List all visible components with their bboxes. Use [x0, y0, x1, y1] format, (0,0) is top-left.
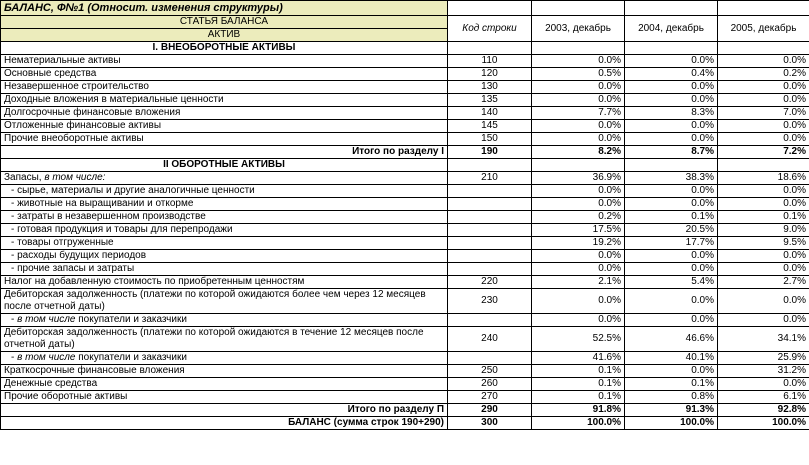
value-2005[interactable]: 9.0%	[718, 224, 809, 237]
value-2005[interactable]: 7.0%	[718, 107, 809, 120]
value-2005[interactable]: 0.0%	[718, 185, 809, 198]
table-row	[1, 55, 809, 68]
sec1-rows	[1, 55, 809, 146]
cell[interactable]	[532, 159, 625, 172]
value-2005[interactable]: 6.1%	[718, 391, 809, 404]
row-label[interactable]: - животные на выращивании и откорме	[1, 198, 448, 211]
value-2005[interactable]: 0.0%	[718, 133, 809, 146]
cell[interactable]	[448, 42, 532, 55]
value-2005[interactable]: 0.2%	[718, 68, 809, 81]
value-2005[interactable]: 7.2%	[718, 146, 809, 159]
cell[interactable]	[718, 42, 809, 55]
row-code[interactable]	[448, 314, 532, 327]
row-label[interactable]: Денежные средства	[1, 378, 448, 391]
zapasy-sub-rows	[1, 185, 809, 276]
table-row	[1, 185, 809, 198]
row-code[interactable]	[448, 237, 532, 250]
row-code[interactable]: 290	[448, 404, 532, 417]
table-row	[1, 314, 809, 327]
value-2003[interactable]: 0.1%	[532, 391, 625, 404]
value-2005[interactable]: 0.0%	[718, 378, 809, 391]
row-label[interactable]: Нематериальные активы	[1, 55, 448, 68]
value-2005[interactable]: 25.9%	[718, 352, 809, 365]
value-2005[interactable]: 0.0%	[718, 263, 809, 276]
cell[interactable]	[532, 42, 625, 55]
value-2003[interactable]: 8.2%	[532, 146, 625, 159]
row-code[interactable]	[448, 211, 532, 224]
value-2005[interactable]: 0.0%	[718, 250, 809, 263]
section-row	[1, 42, 809, 55]
table-row	[1, 289, 809, 314]
row-label[interactable]: - сырье, материалы и другие аналогичные ценности	[1, 185, 448, 198]
value-2005[interactable]: 0.0%	[718, 289, 809, 314]
value-2003[interactable]: 36.9%	[532, 172, 625, 185]
row-label[interactable]: Дебиторская задолженность (платежи по которой ожидаются в течение 12 месяцев после отчетной даты)	[1, 327, 448, 352]
value-2005[interactable]: 0.0%	[718, 81, 809, 94]
value-2004[interactable]: 20.5%	[625, 224, 718, 237]
row-label-em: в том числе:	[44, 172, 106, 183]
value-2004[interactable]: 0.0%	[625, 263, 718, 276]
total-row	[1, 404, 809, 417]
value-2004[interactable]: 38.3%	[625, 172, 718, 185]
value-2005[interactable]: 0.1%	[718, 211, 809, 224]
value-2005[interactable]: 0.0%	[718, 55, 809, 68]
table-row	[1, 224, 809, 237]
value-2003[interactable]: 7.7%	[532, 107, 625, 120]
value-2005[interactable]: 92.8%	[718, 404, 809, 417]
table-row	[1, 211, 809, 224]
value-2004[interactable]: 0.0%	[625, 133, 718, 146]
value-2003[interactable]: 0.2%	[532, 211, 625, 224]
value-2003[interactable]: 0.0%	[532, 289, 625, 314]
value-2003[interactable]: 0.0%	[532, 81, 625, 94]
sheet-title[interactable]: БАЛАНС, Ф№1 (Относит. изменения структуры)	[1, 1, 448, 16]
value-2004[interactable]: 0.0%	[625, 81, 718, 94]
value-2003[interactable]: 0.0%	[532, 120, 625, 133]
value-2004[interactable]: 0.0%	[625, 185, 718, 198]
value-2005[interactable]: 0.0%	[718, 94, 809, 107]
value-2004[interactable]: 17.7%	[625, 237, 718, 250]
row-label[interactable]: Дебиторская задолженность (платежи по которой ожидаются более чем через 12 месяцев после отчетной даты)	[1, 289, 448, 314]
value-2003[interactable]: 0.0%	[532, 263, 625, 276]
value-2004[interactable]: 0.1%	[625, 378, 718, 391]
row-label-text: покупатели и заказчики	[75, 352, 187, 363]
value-2004[interactable]: 8.3%	[625, 107, 718, 120]
value-2003[interactable]: 0.1%	[532, 365, 625, 378]
row-code[interactable]: 210	[448, 172, 532, 185]
table-row	[1, 120, 809, 133]
header-2004[interactable]: 2004, декабрь	[625, 16, 718, 42]
value-2003[interactable]: 41.6%	[532, 352, 625, 365]
row-label[interactable]: - прочие запасы и затраты	[1, 263, 448, 276]
row-code[interactable]: 145	[448, 120, 532, 133]
row-label[interactable]: Налог на добавленную стоимость по приобретенным ценностям	[1, 276, 448, 289]
row-code[interactable]: 230	[448, 289, 532, 314]
header-code[interactable]: Код строки	[448, 16, 532, 42]
value-2003[interactable]: 0.0%	[532, 94, 625, 107]
row-label-text: покупатели и заказчики	[75, 314, 187, 325]
row-label[interactable]	[1, 172, 448, 185]
table-row	[1, 263, 809, 276]
row-label[interactable]: Долгосрочные финансовые вложения	[1, 107, 448, 120]
value-2004[interactable]: 5.4%	[625, 276, 718, 289]
row-label[interactable]: Отложенные финансовые активы	[1, 120, 448, 133]
table-row	[1, 237, 809, 250]
row-label[interactable]: Прочие внеоборотные активы	[1, 133, 448, 146]
value-2004[interactable]: 0.1%	[625, 211, 718, 224]
total-row	[1, 146, 809, 159]
row-code[interactable]: 250	[448, 365, 532, 378]
value-2005[interactable]: 0.0%	[718, 198, 809, 211]
section-title[interactable]: I. ВНЕОБОРОТНЫЕ АКТИВЫ	[1, 42, 448, 55]
value-2005[interactable]: 34.1%	[718, 327, 809, 352]
cell[interactable]	[448, 159, 532, 172]
value-2003[interactable]: 91.8%	[532, 404, 625, 417]
value-2004[interactable]: 0.0%	[625, 55, 718, 68]
row-label[interactable]: - готовая продукция и товары для перепродажи	[1, 224, 448, 237]
value-2003[interactable]: 19.2%	[532, 237, 625, 250]
value-2004[interactable]: 40.1%	[625, 352, 718, 365]
row-code[interactable]	[448, 263, 532, 276]
row-label[interactable]: Краткосрочные финансовые вложения	[1, 365, 448, 378]
table-row	[1, 198, 809, 211]
table-row	[1, 250, 809, 263]
table-row	[1, 352, 809, 365]
cell[interactable]	[718, 159, 809, 172]
value-2004[interactable]: 0.0%	[625, 314, 718, 327]
cell[interactable]	[532, 1, 625, 16]
table-row	[1, 68, 809, 81]
row-code[interactable]: 120	[448, 68, 532, 81]
value-2003[interactable]: 0.1%	[532, 378, 625, 391]
value-2005[interactable]: 18.6%	[718, 172, 809, 185]
row-label[interactable]: БАЛАНС (сумма строк 190+290)	[1, 417, 448, 430]
row-code[interactable]: 260	[448, 378, 532, 391]
row-code[interactable]	[448, 185, 532, 198]
row-code[interactable]: 220	[448, 276, 532, 289]
row-label[interactable]: - затраты в незавершенном производстве	[1, 211, 448, 224]
value-2003[interactable]: 17.5%	[532, 224, 625, 237]
row-label-prefix: -	[11, 352, 18, 363]
table-row	[1, 107, 809, 120]
value-2004[interactable]: 8.7%	[625, 146, 718, 159]
header-row	[1, 16, 809, 29]
table-row	[1, 133, 809, 146]
value-2005[interactable]: 2.7%	[718, 276, 809, 289]
table-row	[1, 276, 809, 289]
row-label[interactable]: Основные средства	[1, 68, 448, 81]
row-label[interactable]: Доходные вложения в материальные ценности	[1, 94, 448, 107]
value-2004[interactable]: 0.0%	[625, 94, 718, 107]
value-2003[interactable]: 0.0%	[532, 55, 625, 68]
row-label-text: Запасы,	[4, 172, 42, 183]
row-code[interactable]: 135	[448, 94, 532, 107]
value-2005[interactable]: 9.5%	[718, 237, 809, 250]
value-2005[interactable]: 0.0%	[718, 314, 809, 327]
value-2004[interactable]: 0.8%	[625, 391, 718, 404]
value-2004[interactable]: 0.0%	[625, 289, 718, 314]
value-2004[interactable]: 46.6%	[625, 327, 718, 352]
cell[interactable]	[625, 42, 718, 55]
section-row	[1, 159, 809, 172]
cell[interactable]	[718, 1, 809, 16]
row-code[interactable]: 300	[448, 417, 532, 430]
row-code[interactable]	[448, 250, 532, 263]
row-label[interactable]: Итого по разделу П	[1, 404, 448, 417]
cell[interactable]	[448, 1, 532, 16]
value-2004[interactable]: 91.3%	[625, 404, 718, 417]
balance-row	[1, 417, 809, 430]
header-2005[interactable]: 2005, декабрь	[718, 16, 809, 42]
row-label-em: в том числе	[17, 314, 76, 325]
row-code[interactable]: 150	[448, 133, 532, 146]
value-2003[interactable]: 0.0%	[532, 185, 625, 198]
table-row	[1, 327, 809, 352]
header-subsection[interactable]: АКТИВ	[1, 29, 448, 42]
value-2004[interactable]: 0.0%	[625, 250, 718, 263]
table-row	[1, 81, 809, 94]
value-2005[interactable]: 100.0%	[718, 417, 809, 430]
cell[interactable]	[625, 1, 718, 16]
value-2003[interactable]: 0.0%	[532, 198, 625, 211]
title-row	[1, 1, 809, 16]
row-code[interactable]: 130	[448, 81, 532, 94]
row-code[interactable]: 270	[448, 391, 532, 404]
row-label[interactable]: - расходы будущих периодов	[1, 250, 448, 263]
value-2004[interactable]: 0.4%	[625, 68, 718, 81]
value-2003[interactable]: 100.0%	[532, 417, 625, 430]
table-row	[1, 378, 809, 391]
row-code[interactable]: 240	[448, 327, 532, 352]
value-2003[interactable]: 0.5%	[532, 68, 625, 81]
row-label-prefix: -	[11, 314, 18, 325]
table-row	[1, 172, 809, 185]
row-label[interactable]: - товары отгруженные	[1, 237, 448, 250]
row-code[interactable]: 140	[448, 107, 532, 120]
value-2004[interactable]: 0.0%	[625, 365, 718, 378]
value-2004[interactable]: 0.0%	[625, 198, 718, 211]
row-code[interactable]	[448, 352, 532, 365]
row-label[interactable]	[1, 314, 448, 327]
table-row	[1, 94, 809, 107]
row-code[interactable]	[448, 224, 532, 237]
section-title[interactable]: II ОБОРОТНЫЕ АКТИВЫ	[1, 159, 448, 172]
value-2003[interactable]: 0.0%	[532, 250, 625, 263]
cell[interactable]	[625, 159, 718, 172]
value-2003[interactable]: 52.5%	[532, 327, 625, 352]
value-2003[interactable]: 0.0%	[532, 314, 625, 327]
row-label[interactable]: Незавершенное строительство	[1, 81, 448, 94]
row-label-em: в том числе	[17, 352, 76, 363]
value-2004[interactable]: 100.0%	[625, 417, 718, 430]
row-code[interactable]: 110	[448, 55, 532, 68]
row-code[interactable]: 190	[448, 146, 532, 159]
row-label[interactable]: Итого по разделу I	[1, 146, 448, 159]
value-2003[interactable]: 0.0%	[532, 133, 625, 146]
value-2005[interactable]: 0.0%	[718, 120, 809, 133]
table-row	[1, 391, 809, 404]
header-section[interactable]: СТАТЬЯ БАЛАНСА	[1, 16, 448, 29]
value-2005[interactable]: 31.2%	[718, 365, 809, 378]
header-2003[interactable]: 2003, декабрь	[532, 16, 625, 42]
row-label[interactable]	[1, 352, 448, 365]
row-label[interactable]: Прочие оборотные активы	[1, 391, 448, 404]
sec2-rows	[1, 365, 809, 404]
row-code[interactable]	[448, 198, 532, 211]
table-row	[1, 365, 809, 378]
value-2003[interactable]: 2.1%	[532, 276, 625, 289]
value-2004[interactable]: 0.0%	[625, 120, 718, 133]
